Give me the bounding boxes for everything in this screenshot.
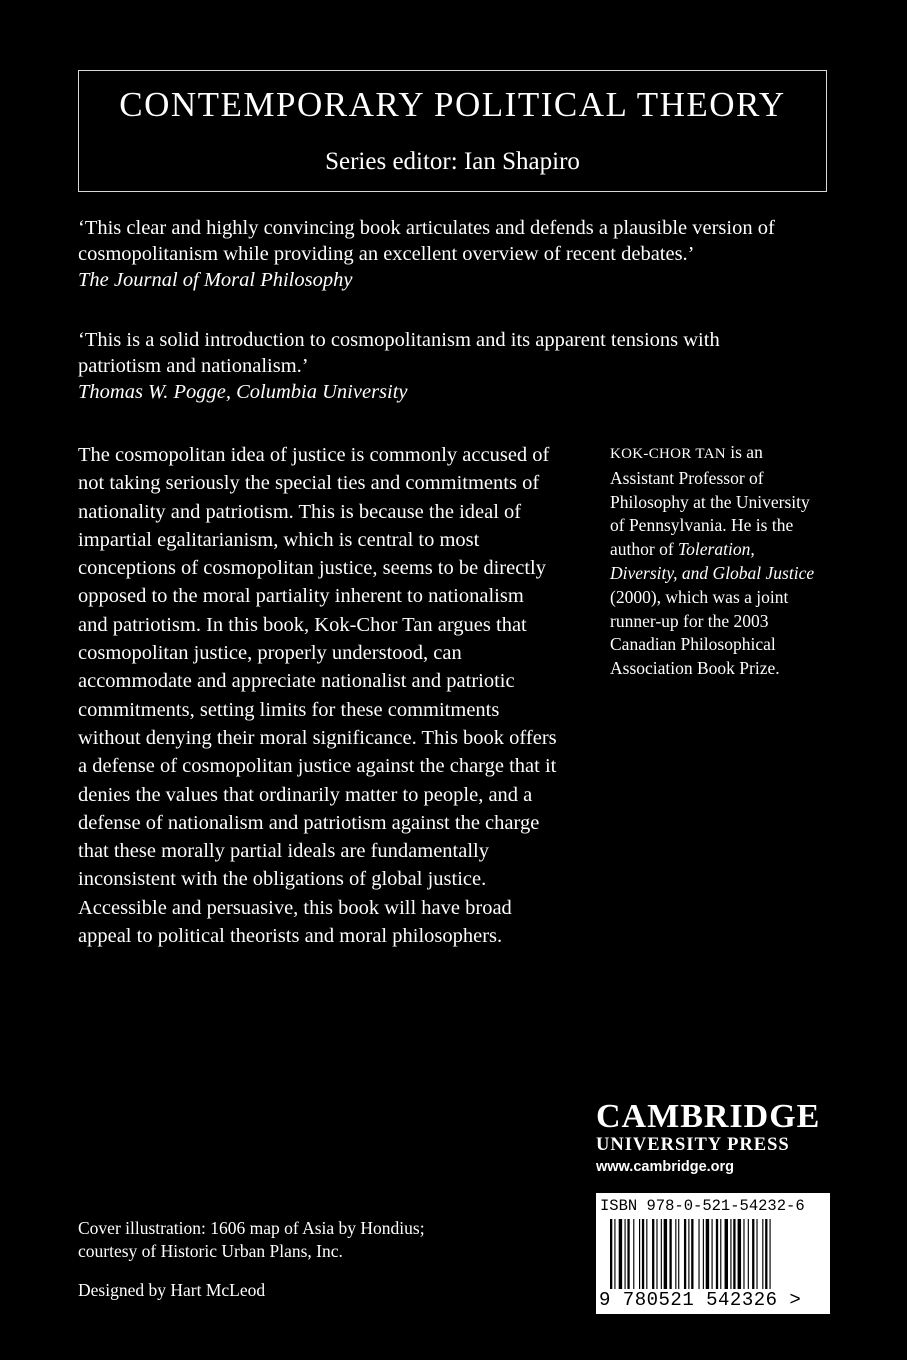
description-line: without denying their moral significance. This book offers [78,726,557,749]
description-line: conceptions of cosmopolitan justice, seems to be directly [78,557,546,580]
description-line: Accessible and persuasive, this book will have broad [78,896,512,919]
barcode-bar [625,1219,626,1289]
description-line: cosmopolitan justice, properly understood, can [78,642,462,665]
series-title: CONTEMPORARY POLITICAL THEORY [119,85,786,124]
bio-line [610,441,835,467]
author-bio [610,441,835,681]
barcode-bar [610,1219,612,1289]
barcode-bar [646,1219,647,1289]
bio-line: runner-up for the 2003 [610,610,769,631]
barcode-bar [738,1219,741,1289]
quote-source: The Journal of Moral Philosophy [78,269,353,291]
isbn-number: ISBN 978-0-521-54232-6 [600,1197,805,1215]
quote-text-line: ‘This is a solid introduction to cosmopolitanism and its apparent tensions with [78,329,720,351]
barcode-bar [639,1219,640,1289]
description-line: a defense of cosmopolitan justice against the charge that it [78,755,557,778]
bio-line: Philosophy at the University [610,491,810,512]
barcode-bar [661,1219,662,1289]
series-box [78,70,827,192]
barcode-bar [656,1219,657,1289]
bio-line [610,538,835,562]
description-line: inconsistent with the obligations of global justice. [78,868,487,891]
barcode-bar [706,1219,709,1289]
description-line: denies the values that ordinarily matter to people, and a [78,783,533,806]
barcode-bar [664,1219,667,1289]
barcode-bar [716,1219,718,1289]
barcode-bar [627,1219,629,1289]
barcode-bar [703,1219,704,1289]
description-line: defense of nationalism and patriotism against the charge [78,811,540,834]
description-line: opposed to the moral partiality inherent to nationalism [78,585,524,608]
designer-credit-line: Designed by Hart McLeod [78,1280,266,1300]
barcode-bar [756,1219,757,1289]
barcode-bar [752,1219,754,1289]
description-line: appeal to political theorists and moral philosophers. [78,925,503,948]
barcode-bars [610,1219,816,1289]
bio-text: is an [725,442,763,462]
description-line: accommodate and appreciate nationalist and patriotic [78,670,515,693]
series-editor: Series editor: Ian Shapiro [325,148,580,175]
barcode-bar [770,1219,771,1289]
description-line: nationality and patriotism. This is because the ideal of [78,500,522,523]
bio-text: author of [610,539,679,560]
barcode-bar [675,1219,676,1289]
barcode-bar [614,1219,615,1289]
bio-line [610,562,835,586]
quote-text-line: cosmopolitanism while providing an excellent overview of recent debates.’ [78,243,695,265]
quote-text-line: patriotism and nationalism.’ [78,355,309,377]
quote-text-line: ‘This clear and highly convincing book articulates and defends a plausible version of [78,217,775,239]
barcode-bar [652,1219,654,1289]
publisher-url: www.cambridge.org [596,1159,735,1175]
barcode-bar [619,1219,622,1289]
description-line: and patriotism. In this book, Kok-Chor Tan argues that [78,613,527,636]
book-title: Diversity, and Global Justice [610,562,815,583]
designer-credit [78,1279,265,1302]
barcode-bar [720,1219,721,1289]
barcode-bar [688,1219,689,1289]
bio-line: Assistant Professor of [610,467,764,488]
barcode-bar [633,1219,634,1289]
barcode-bar [684,1219,686,1289]
bio-line: of Pennsylvania. He is the [610,515,794,536]
cover-credit [78,1217,425,1263]
barcode-bar [669,1219,671,1289]
barcode-bar [765,1219,767,1289]
review-quote-1 [78,215,838,293]
cover-credit-line: courtesy of Historic Urban Plans, Inc. [78,1241,343,1261]
cover-credit-line: Cover illustration: 1606 map of Asia by Hondius; [78,1218,425,1238]
bio-line: (2000), which was a joint [610,586,789,607]
description-line: impartial egalitarianism, which is central to most [78,528,480,551]
author-name: KOK-CHOR TAN [610,446,726,462]
barcode-bar [725,1219,728,1289]
publisher-logo [596,1100,831,1178]
barcode-bar [762,1219,763,1289]
description-line: The cosmopolitan idea of justice is commonly accused of [78,444,550,466]
barcode-bar [698,1219,699,1289]
isbn-barcode [596,1193,830,1314]
review-quote-2 [78,327,838,405]
publisher-subtitle: UNIVERSITY PRESS [596,1135,790,1155]
book-description [78,441,598,950]
description-line: commitments, setting limits for these commitments [78,698,500,721]
barcode-bar [678,1219,679,1289]
publisher-name: CAMBRIDGE [596,1098,821,1135]
bio-line: Canadian Philosophical [610,634,776,655]
barcode-digits: 9 780521 542326 > [599,1289,802,1311]
bio-line: Association Book Prize. [610,658,780,679]
barcode-bar [748,1219,749,1289]
book-title: Toleration, [678,539,755,560]
barcode-bar [730,1219,731,1289]
description-line: that these morally partial ideals are fundamentally [78,840,489,863]
quote-source: Thomas W. Pogge, Columbia University [78,381,408,403]
barcode-bar [733,1219,735,1289]
description-line: not taking seriously the special ties and commitments of [78,472,540,495]
barcode-bar [691,1219,693,1289]
barcode-bar [743,1219,744,1289]
barcode-bar [642,1219,644,1289]
barcode-bar [712,1219,713,1289]
